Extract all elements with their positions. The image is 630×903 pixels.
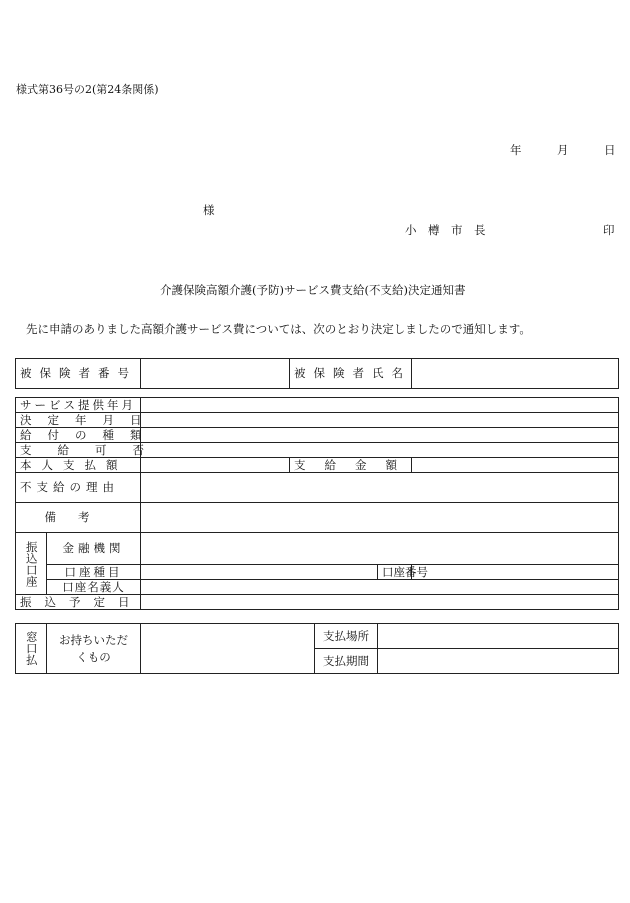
payment-period-field[interactable] — [378, 649, 619, 674]
account-number-label: 口座番号 — [382, 564, 428, 579]
self-payment-label: 本人支払額 — [20, 457, 128, 472]
seal-mark: 印 — [603, 223, 615, 237]
account-holder-field[interactable] — [141, 580, 619, 595]
approval-field[interactable] — [141, 443, 619, 458]
service-month-field[interactable] — [141, 398, 619, 413]
benefit-amount-label: 支給金額 — [294, 457, 416, 472]
bank-label: 金融機関 — [62, 541, 125, 556]
decision-detail-table — [15, 397, 619, 610]
day-label: 日 — [604, 143, 616, 157]
transfer-account-label: 振込口座 — [24, 540, 39, 587]
benefit-type-field[interactable] — [141, 428, 619, 443]
addressee-suffix: 様 — [203, 203, 215, 217]
account-number-field[interactable] — [412, 565, 619, 580]
nonpayment-reason-field[interactable] — [141, 473, 619, 503]
items-to-bring-label: お持ちいただくもの — [59, 632, 128, 664]
payment-place-label: 支払場所 — [323, 628, 369, 643]
benefit-type-label: 給付の種類 — [20, 427, 158, 442]
benefit-amount-field[interactable] — [412, 458, 619, 473]
form-number: 様式第36号の2(第24条関係) — [16, 83, 159, 96]
intro-text: 先に申請のありました高額介護サービス費については、次のとおり決定しましたので通知します。 — [26, 322, 531, 336]
counter-payment-table — [15, 623, 619, 674]
insured-name-field[interactable] — [412, 359, 619, 389]
approval-label: 支給可否 — [20, 442, 170, 457]
account-type-field[interactable] — [141, 565, 378, 580]
account-holder-label: 口座名義人 — [62, 579, 125, 594]
transfer-date-label: 振込予定日 — [20, 594, 143, 609]
month-label: 月 — [557, 143, 569, 157]
nonpayment-reason-label: 不支給の理由 — [20, 480, 119, 495]
items-to-bring-field[interactable] — [141, 624, 315, 674]
insured-name-label: 被保険者氏名 — [294, 366, 411, 381]
account-type-label: 口座種目 — [64, 564, 123, 579]
document-title: 介護保険高額介護(予防)サービス費支給(不支給)決定通知書 — [160, 283, 466, 297]
transfer-date-field[interactable] — [141, 595, 619, 610]
bank-field[interactable] — [141, 533, 619, 565]
insured-number-label: 被保険者番号 — [20, 366, 137, 381]
self-payment-field[interactable] — [141, 458, 290, 473]
decision-date-field[interactable] — [141, 413, 619, 428]
payment-place-field[interactable] — [378, 624, 619, 649]
insured-number-field[interactable] — [141, 359, 290, 389]
decision-date-label: 決定年月日 — [20, 412, 158, 427]
remarks-label: 備考 — [44, 510, 112, 525]
year-label: 年 — [510, 143, 522, 157]
insured-info-table — [15, 358, 619, 389]
service-month-label: サービス提供年月 — [20, 397, 136, 412]
remarks-field[interactable] — [141, 503, 619, 533]
counter-payment-label: 窓口払 — [24, 631, 39, 666]
payment-period-label: 支払期間 — [323, 653, 369, 668]
issuer-title: 小 樽 市 長 — [405, 223, 486, 237]
